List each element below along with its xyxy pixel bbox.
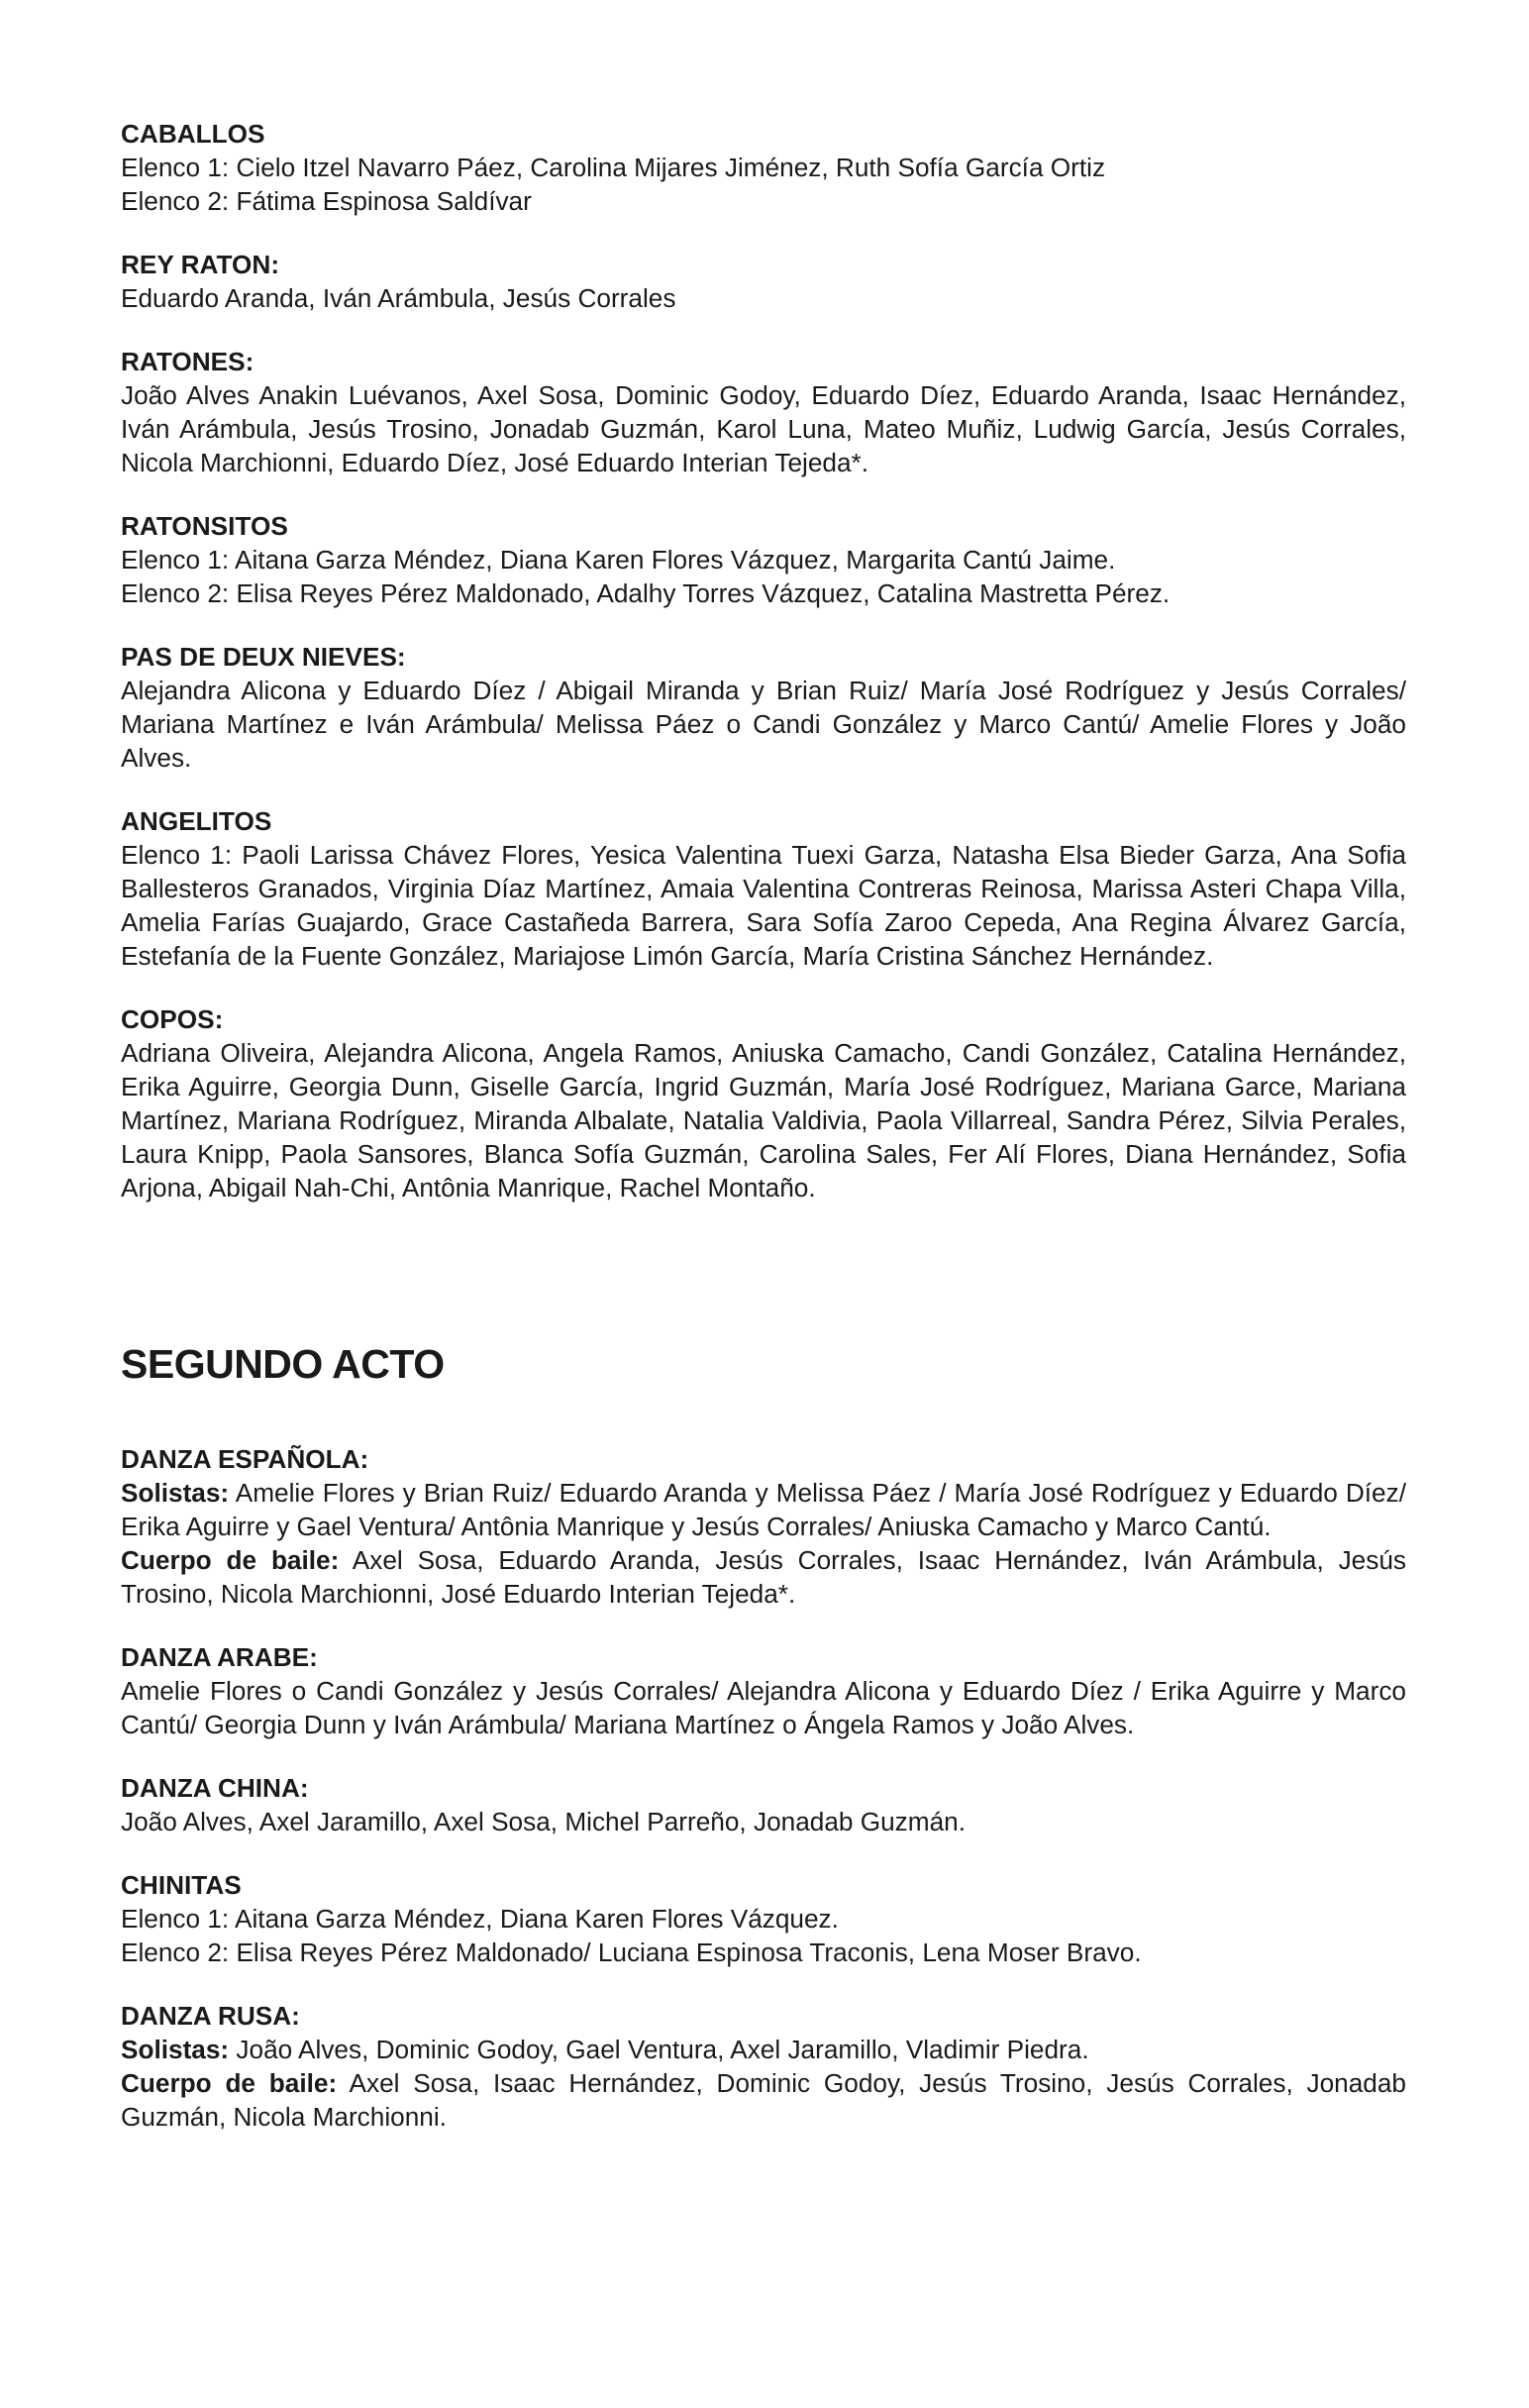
role-label: Cuerpo de baile: bbox=[121, 2068, 338, 2098]
cast-line: Elenco 1: Cielo Itzel Navarro Páez, Carolina Mijares Jiménez, Ruth Sofía García Ortiz bbox=[121, 153, 1106, 182]
section-angelitos bbox=[121, 804, 1406, 973]
section-ratonsitos bbox=[121, 509, 1406, 610]
cast-text bbox=[121, 2066, 1406, 2134]
section-heading: COPOS: bbox=[121, 1004, 224, 1034]
section-heading: CABALLOS bbox=[121, 119, 265, 149]
cast-text bbox=[121, 1476, 1406, 1543]
section-heading: REY RATON: bbox=[121, 250, 280, 279]
cast-line: Elenco 2: Fátima Espinosa Saldívar bbox=[121, 186, 532, 216]
section-rey-raton bbox=[121, 248, 1406, 315]
document-page bbox=[121, 117, 1406, 2163]
cast-line: Elenco 1: Aitana Garza Méndez, Diana Karen Flores Vázquez, Margarita Cantú Jaime. bbox=[121, 545, 1116, 575]
cast-text: Amelie Flores o Candi González y Jesús Corrales/ Alejandra Alicona y Eduardo Díez / Erika Aguirre y Marco Cantú/ Georgia Dunn y Iván Arámbula/ Mariana Martínez o Ángela Ramos y João Alves. bbox=[121, 1676, 1406, 1739]
cast-text bbox=[121, 1543, 1406, 1611]
section-heading: ANGELITOS bbox=[121, 806, 272, 836]
cast-line: Elenco 2: Elisa Reyes Pérez Maldonado, Adalhy Torres Vázquez, Catalina Mastretta Pérez. bbox=[121, 578, 1171, 608]
role-label: Solistas: bbox=[121, 2035, 230, 2064]
section-heading: PAS DE DEUX NIEVES: bbox=[121, 642, 406, 672]
cast-text: João Alves, Axel Jaramillo, Axel Sosa, Michel Parreño, Jonadab Guzmán. bbox=[121, 1807, 966, 1836]
cast-line: Elenco 1: Aitana Garza Méndez, Diana Karen Flores Vázquez. bbox=[121, 1904, 839, 1934]
role-label: Solistas: bbox=[121, 1478, 230, 1508]
section-copos bbox=[121, 1002, 1406, 1204]
cast-text: Adriana Oliveira, Alejandra Alicona, Angela Ramos, Aniuska Camacho, Candi González, Catalina Hernández, Erika Aguirre, Georgia Dunn, Giselle García, Ingrid Guzmán, María José Rodríguez, Mariana Garce, Mariana Martínez, Mariana Rodríguez, Miranda Albalate, Natalia Valdivia, Paola Villarreal, Sandra Pérez, Silvia Perales, Laura Knipp, Paola Sansores, Blanca Sofía Guzmán, Carolina Sales, Fer Alí Flores, Diana Hernández, Sofia Arjona, Abigail Nah-Chi, Antônia Manrique, Rachel Montaño. bbox=[121, 1038, 1406, 1203]
cast-text bbox=[121, 2033, 1406, 2066]
section-ratones bbox=[121, 345, 1406, 479]
section-heading: DANZA ARABE: bbox=[121, 1642, 318, 1672]
cast-names: Amelie Flores y Brian Ruiz/ Eduardo Aranda y Melissa Páez / María José Rodríguez y Eduardo Díez/ Erika Aguirre y Gael Ventura/ Antônia Manrique y Jesús Corrales/ Aniuska Camacho y Marco Cantú. bbox=[121, 1478, 1406, 1541]
section-danza-china bbox=[121, 1771, 1406, 1838]
section-danza-arabe bbox=[121, 1640, 1406, 1741]
cast-text: Eduardo Aranda, Iván Arámbula, Jesús Corrales bbox=[121, 283, 676, 313]
section-heading: DANZA ESPAÑOLA: bbox=[121, 1444, 369, 1474]
section-heading: RATONES: bbox=[121, 347, 255, 376]
section-caballos bbox=[121, 117, 1406, 218]
cast-names: Axel Sosa, Eduardo Aranda, Jesús Corrales, Isaac Hernández, Iván Arámbula, Jesús Trosino, Nicola Marchionni, José Eduardo Interian Tejeda*. bbox=[121, 1545, 1406, 1609]
cast-text: Alejandra Alicona y Eduardo Díez / Abigail Miranda y Brian Ruiz/ María José Rodríguez y Jesús Corrales/ Mariana Martínez e Iván Arámbula/ Melissa Páez o Candi González y Marco Cantú/ Amelie Flores y João Alves. bbox=[121, 676, 1406, 773]
cast-text: João Alves Anakin Luévanos, Axel Sosa, Dominic Godoy, Eduardo Díez, Eduardo Aranda, Isaac Hernández, Iván Arámbula, Jesús Trosino, Jonadab Guzmán, Karol Luna, Mateo Muñiz, Ludwig García, Jesús Corrales, Nicola Marchionni, Eduardo Díez, José Eduardo Interian Tejeda*. bbox=[121, 380, 1406, 477]
role-label: Cuerpo de baile: bbox=[121, 1545, 340, 1575]
section-danza-rusa bbox=[121, 1999, 1406, 2134]
section-heading: DANZA CHINA: bbox=[121, 1773, 309, 1803]
cast-names: João Alves, Dominic Godoy, Gael Ventura, Axel Jaramillo, Vladimir Piedra. bbox=[229, 2035, 1089, 2064]
section-pas-de-deux bbox=[121, 640, 1406, 775]
section-heading: RATONSITOS bbox=[121, 511, 288, 541]
act-title: SEGUNDO ACTO bbox=[121, 1341, 445, 1387]
section-danza-espanola bbox=[121, 1442, 1406, 1611]
cast-text: Elenco 1: Paoli Larissa Chávez Flores, Yesica Valentina Tuexi Garza, Natasha Elsa Bieder Garza, Ana Sofia Ballesteros Granados, Virginia Díaz Martínez, Amaia Valentina Contreras Reinosa, Marissa Asteri Chapa Villa, Amelia Farías Guajardo, Grace Castañeda Barrera, Sara Sofía Zaroo Cepeda, Ana Regina Álvarez García, Estefanía de la Fuente González, Mariajose Limón García, María Cristina Sánchez Hernández. bbox=[121, 840, 1406, 971]
cast-names: Axel Sosa, Isaac Hernández, Dominic Godoy, Jesús Trosino, Jesús Corrales, Jonadab Guzmán, Nicola Marchionni. bbox=[121, 2068, 1406, 2132]
section-heading: DANZA RUSA: bbox=[121, 2001, 300, 2031]
section-chinitas bbox=[121, 1868, 1406, 1969]
cast-line: Elenco 2: Elisa Reyes Pérez Maldonado/ Luciana Espinosa Traconis, Lena Moser Bravo. bbox=[121, 1937, 1142, 1967]
section-heading: CHINITAS bbox=[121, 1870, 242, 1900]
